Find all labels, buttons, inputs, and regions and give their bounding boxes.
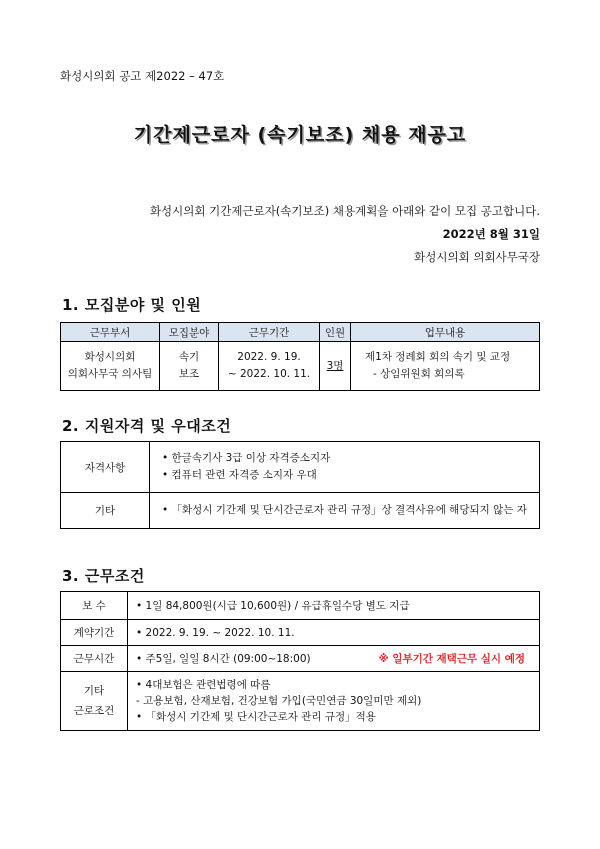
count-value: 3명 (326, 359, 344, 372)
column-header: 인원 (320, 323, 351, 342)
value-line: • 「화성시 기간제 및 단시간근로자 관리 규정」상 결격사유에 해당되지 않는 자 (162, 504, 527, 516)
label-line: 기타 (83, 685, 105, 697)
count-cell (320, 342, 351, 391)
field-line: 속기 (178, 351, 200, 363)
period-line: 2022. 9. 19. (237, 351, 301, 363)
table-row (61, 592, 540, 620)
value-line: - 고용보험, 산재보험, 건강보험 가입(국민연금 30일미만 제외) (136, 695, 422, 707)
table-header-row (61, 323, 540, 342)
table-row (61, 620, 540, 646)
hours-value: • 주5일, 일일 8시간 (09:00~18:00) (136, 652, 311, 665)
duty-line: 제1차 정례회 회의 속기 및 교정 (365, 351, 511, 363)
table-row (61, 442, 540, 493)
contract-label: 계약기간 (61, 620, 128, 646)
hours-cell (128, 646, 540, 672)
label-line: 근로조건 (73, 705, 115, 717)
period-line: ~ 2022. 10. 11. (227, 368, 311, 380)
table-row (61, 342, 540, 391)
qualification-table (60, 441, 540, 529)
duty-cell (351, 342, 540, 391)
table-row (61, 646, 540, 672)
hours-label: 근무시간 (61, 646, 128, 672)
column-header: 근무기간 (219, 323, 320, 342)
duty-line: - 상임위원회 회의록 (373, 368, 465, 380)
dept-line: 화성시의회 (84, 351, 136, 363)
row-label: 기타 (61, 493, 150, 529)
field-line: 보조 (178, 368, 200, 380)
table-row (61, 672, 540, 731)
conditions-table (60, 591, 540, 731)
value-line: • 컴퓨터 관련 자격증 소지자 우대 (162, 469, 317, 481)
column-header: 근무부서 (61, 323, 160, 342)
contract-value: • 2022. 9. 19. ~ 2022. 10. 11. (128, 620, 540, 646)
value-line: • 한글속기사 3급 이상 자격증소지자 (162, 452, 331, 464)
table-row (61, 493, 540, 529)
intro-text: 화성시의회 기간제근로자(속기보조) 채용계획을 아래와 같이 모집 공고합니다. (149, 204, 540, 218)
other-value (128, 672, 540, 731)
remote-work-note: ※ 일부기간 재택근무 실시 예정 (378, 652, 525, 665)
row-label: 자격사항 (61, 442, 150, 493)
period-cell (219, 342, 320, 391)
section3-heading: 3. 근무조건 (62, 567, 145, 585)
pay-label: 보 수 (61, 592, 128, 620)
column-header: 모집분야 (160, 323, 219, 342)
issuer: 화성시의회 의회사무국장 (414, 250, 540, 264)
column-header: 업무내용 (351, 323, 540, 342)
notice-number: 화성시의회 공고 제2022 – 47호 (60, 69, 225, 83)
pay-value: • 1일 84,800원(시급 10,600원) / 유급휴일수당 별도 지급 (128, 592, 540, 620)
section1-heading: 1. 모집분야 및 인원 (62, 296, 202, 314)
row-value (150, 442, 540, 493)
dept-line: 의회사무국 의사팀 (67, 368, 153, 380)
value-line: • 「화성시 기간제 및 단시간근로자 관리 규정」적용 (136, 711, 376, 723)
notice-date: 2022년 8월 31일 (442, 227, 540, 241)
value-line: • 4대보험은 관련법령에 따름 (136, 679, 271, 691)
page-title: 기간제근로자 (속기보조) 채용 재공고 (133, 124, 467, 146)
section2-heading: 2. 지원자격 및 우대조건 (62, 417, 232, 435)
row-value (150, 493, 540, 529)
recruitment-table (60, 322, 540, 391)
dept-cell (61, 342, 160, 391)
field-cell (160, 342, 219, 391)
other-label (61, 672, 128, 731)
